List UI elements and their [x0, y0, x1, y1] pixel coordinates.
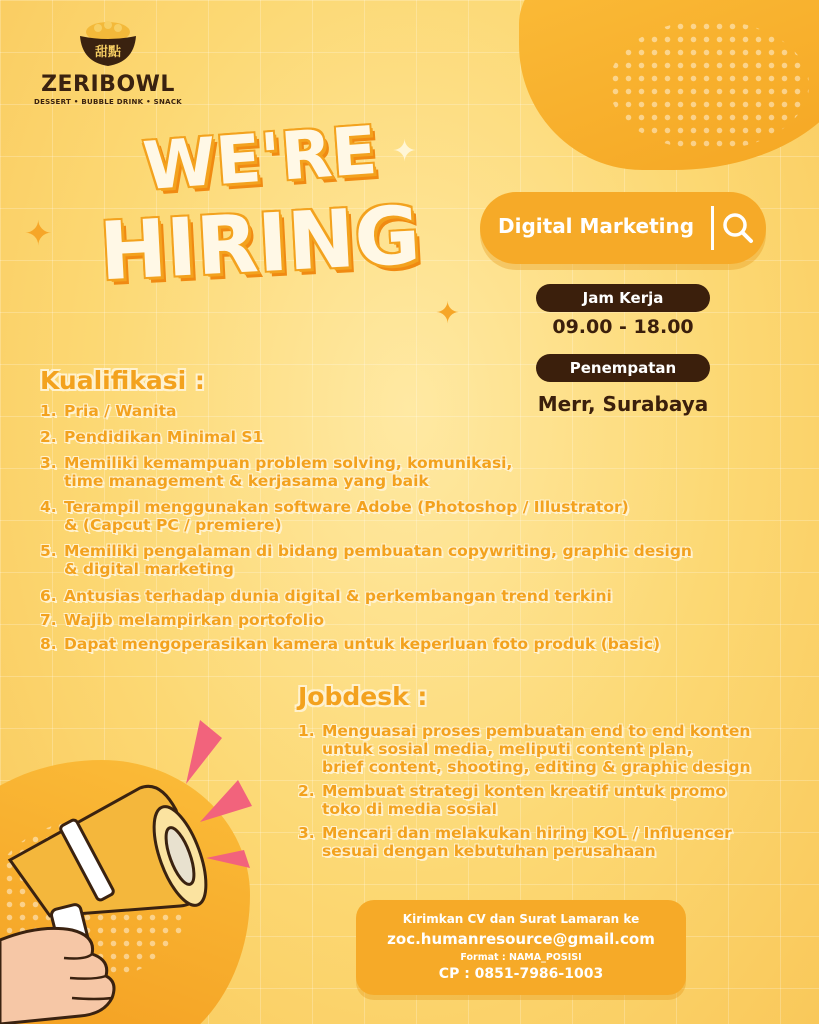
brand-tagline: DESSERT • BUBBLE DRINK • SNACK	[33, 98, 183, 106]
sparkle-icon: ✦	[392, 134, 418, 169]
list-item-text: Menguasai proses pembuatan end to end konten untuk sosial media, meliputi content plan, brief content, shooting, editing & graphic design	[322, 722, 751, 776]
list-item-text: Antusias terhadap dunia digital & perkembangan trend terkini	[64, 587, 612, 605]
list-item	[298, 824, 778, 860]
contact-email-link[interactable]: zoc.humanresource@gmail.com	[387, 930, 655, 948]
list-item-number: 7.	[40, 611, 57, 629]
list-item-text: Mencari dan melakukan hiring KOL / Influencer sesuai dengan kebutuhan perusahaan	[322, 824, 732, 860]
decor-dots-top-right	[609, 20, 809, 150]
list-item	[40, 498, 720, 534]
list-item	[298, 722, 778, 776]
megaphone-illustration	[0, 710, 270, 1024]
list-item-number: 1.	[298, 722, 315, 740]
placement-value: Merr, Surabaya	[537, 392, 709, 416]
sparkle-icon: ✦	[24, 214, 53, 254]
jobdesk-list	[298, 722, 778, 860]
list-item-text: Dapat mengoperasikan kamera untuk keperluan foto produk (basic)	[64, 635, 661, 653]
list-item-text: Memiliki kemampuan problem solving, komunikasi, time management & kerjasama yang baik	[64, 454, 513, 490]
contact-phone[interactable]: CP : 0851-7986-1003	[438, 966, 604, 982]
brand-logo	[28, 18, 188, 106]
search-icon[interactable]	[720, 210, 756, 246]
work-hours-value: 09.00 - 18.00	[552, 316, 694, 338]
list-item-number: 4.	[40, 498, 57, 516]
brand-name: ZERIBOWL	[41, 72, 175, 97]
qualifications-list	[40, 402, 720, 653]
list-item	[40, 587, 720, 605]
jobdesk-title: Jobdesk :	[298, 682, 428, 711]
contact-instruction: Kirimkan CV dan Surat Lamaran ke	[402, 912, 640, 926]
headline-line2: HIRING	[97, 188, 423, 299]
list-item-number: 3.	[40, 454, 57, 472]
list-item	[40, 454, 720, 490]
svg-text:甜點: 甜點	[94, 45, 122, 60]
position-label: Digital Marketing	[498, 214, 695, 238]
search-divider	[711, 206, 714, 250]
list-item-text: Memiliki pengalaman di bidang pembuatan copywriting, graphic design & digital marketing	[64, 542, 692, 578]
list-item-text: Pria / Wanita	[64, 402, 177, 420]
qualifications-title: Kualifikasi :	[40, 366, 205, 395]
list-item	[40, 402, 720, 420]
list-item-number: 5.	[40, 542, 57, 560]
sparkle-icon: ✦	[435, 296, 461, 331]
list-item-text: Terampil menggunakan software Adobe (Photoshop / Illustrator) & (Capcut PC / premiere)	[64, 498, 629, 534]
list-item	[40, 635, 720, 653]
placement-label	[536, 354, 710, 382]
list-item	[40, 428, 720, 446]
position-search-bar[interactable]	[480, 192, 766, 264]
list-item-text: Pendidikan Minimal S1	[64, 428, 264, 446]
list-item-number: 1.	[40, 402, 57, 420]
placement-label-text: Penempatan	[569, 359, 677, 377]
work-hours-label-text: Jam Kerja	[582, 289, 664, 307]
bowl-icon	[76, 18, 140, 70]
list-item-number: 8.	[40, 635, 57, 653]
list-item-number: 6.	[40, 587, 57, 605]
list-item-number: 3.	[298, 824, 315, 842]
headline-line1: WE'RE	[140, 111, 380, 206]
list-item-text: Wajib melampirkan portofolio	[64, 611, 325, 629]
contact-format: Format : NAMA_POSISI	[460, 952, 582, 963]
list-item-text: Membuat strategi konten kreatif untuk promo toko di media sosial	[322, 782, 727, 818]
work-hours-label	[536, 284, 710, 312]
contact-box	[356, 900, 686, 995]
list-item	[40, 611, 720, 629]
list-item	[40, 542, 720, 578]
list-item-number: 2.	[298, 782, 315, 800]
list-item-number: 2.	[40, 428, 57, 446]
list-item	[298, 782, 778, 818]
